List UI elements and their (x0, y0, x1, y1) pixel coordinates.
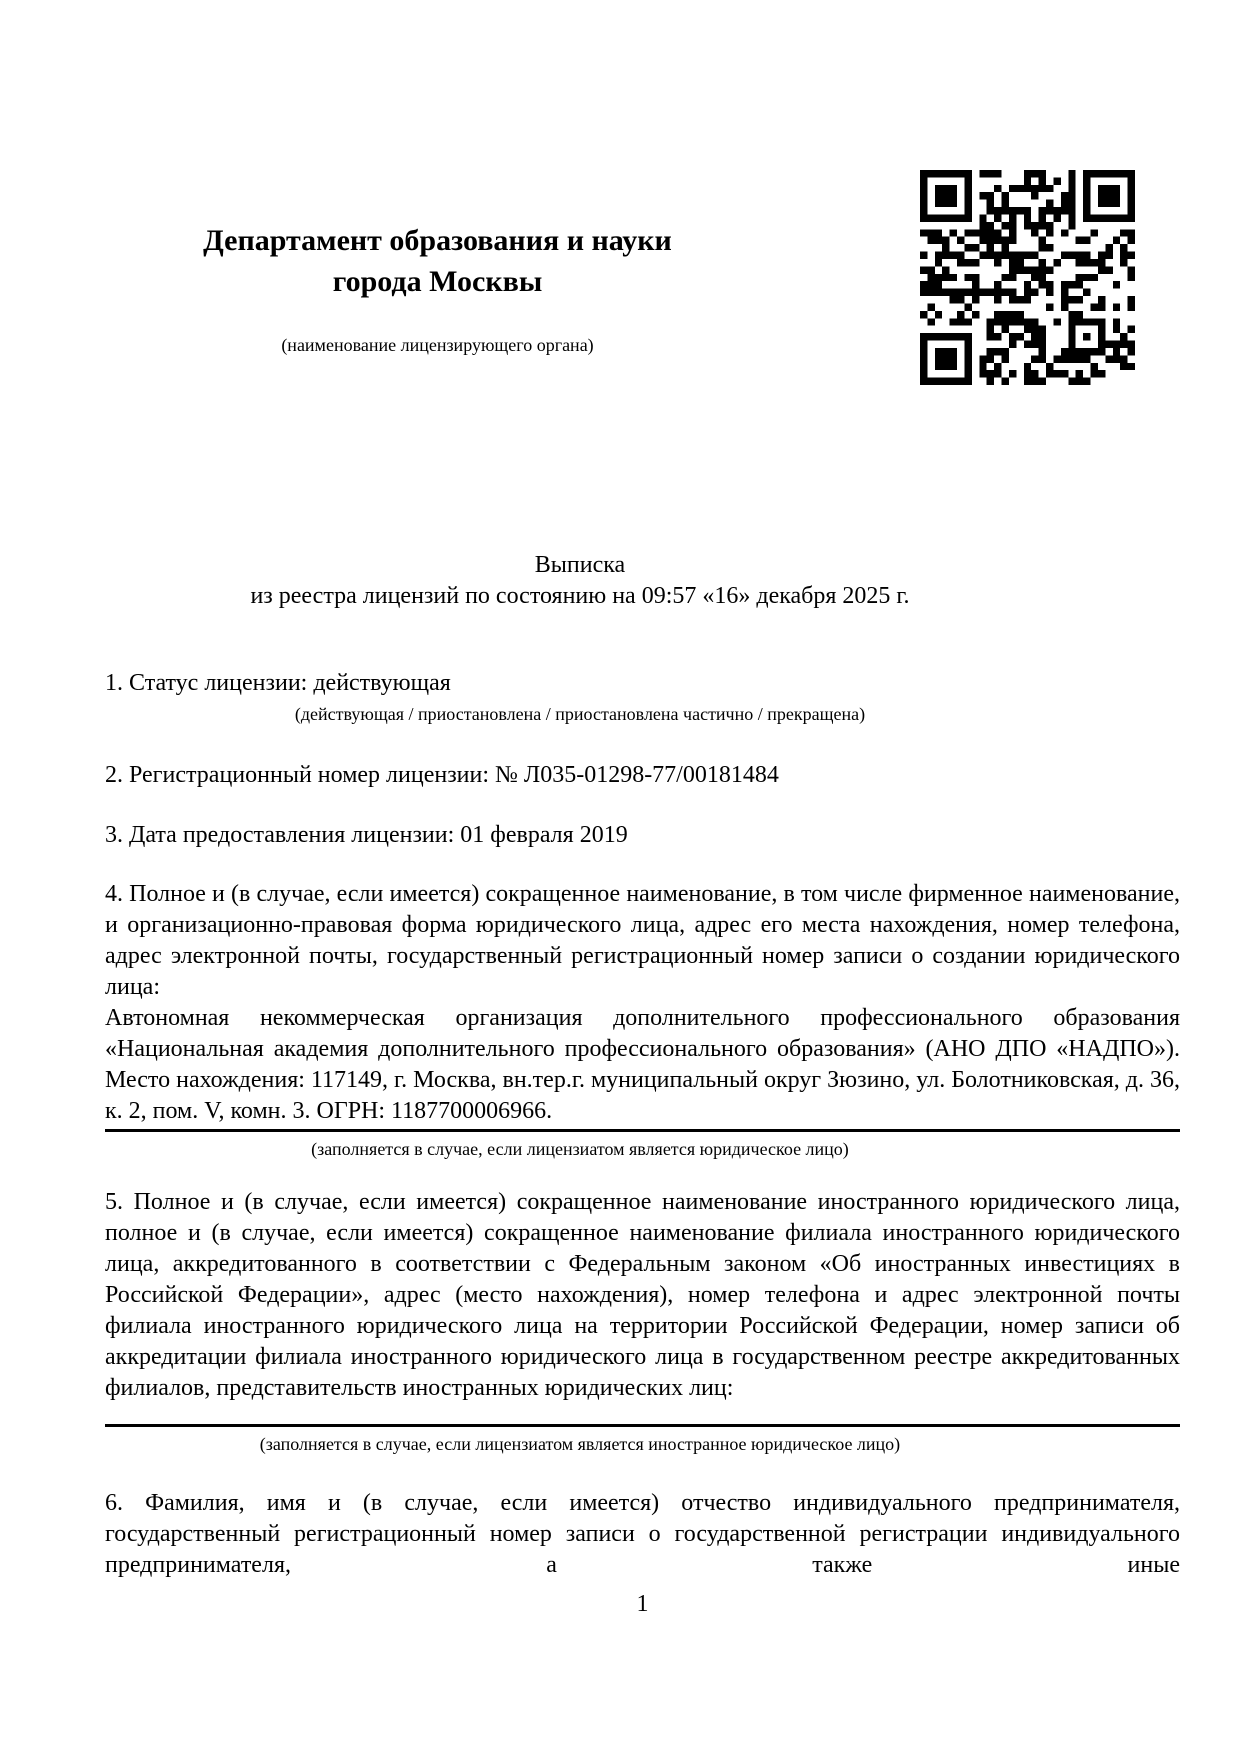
item4-licensee-details-paragraph: Автономная некоммерческая организация дополнительного профессионального образования «Национальная академия дополнительного профессионального образования» (АНО ДПО «НАДПО»). Место нахождения: 117149, г. Москва, вн.тер.г. муниципальный округ Зюзино, ул. Болотниковская, д. 36, к. 2, пом. V, комн. 3. ОГРН: 1187700006966. (105, 1005, 1180, 1124)
divider-line-foreign-entity (105, 1424, 1180, 1427)
item5-paragraph: 5. Полное и (в случае, если имеется) сокращенное наименование иностранного юридического лица, полное и (в случае, если имеется) сокращенное наименование филиала иностранного юридического лица, аккредитованного в соответствии с Федеральным законом «Об иностранных инвестициях в Российской Федерации», адрес (место нахождения), номер телефона и адрес электронной почты филиала иностранного юридического лица на территории Российской Федерации, номер записи об аккредитации филиала иностранного юридического лица в государственном реестре аккредитованных филиалов, представительств иностранных юридических лиц: (105, 1189, 1180, 1401)
item4-intro-paragraph: 4. Полное и (в случае, если имеется) сокращенное наименование, в том числе фирменное наименование, и организационно-правовая форма юридического лица, адрес его места нахождения, номер телефона, адрес электронной почты, государственный регистрационный номер записи о создании юридического лица: (105, 881, 1180, 1000)
license-status-note: (действующая / приостановлена / приостановлена частично / прекращена) (294, 704, 866, 724)
qr-code-icon (920, 170, 1135, 385)
page-number: 1 (636, 1591, 649, 1617)
licensing-authority-name (105, 220, 770, 302)
item5-fill-note: (заполняется в случае, если лицензиатом является иностранное юридическое лицо) (259, 1434, 901, 1454)
item4-fill-note: (заполняется в случае, если лицензиатом является юридическое лицо) (311, 1139, 849, 1159)
registration-number-line: 2. Регистрационный номер лицензии: № Л035-01298-77/00181484 (105, 762, 779, 788)
licensing-authority-caption: (наименование лицензирующего органа) (281, 335, 594, 355)
document-header (105, 170, 1180, 385)
licensing-authority-block (105, 170, 770, 356)
license-status-line: 1. Статус лицензии: действующая (105, 670, 451, 696)
document-title-word: Выписка (534, 552, 626, 578)
document-title-subtitle: из реестра лицензий по состоянию на 09:57 «16» декабря 2025 г. (250, 583, 910, 609)
licensing-authority-name-line2: города Москвы (332, 265, 543, 298)
item6-paragraph: 6. Фамилия, имя и (в случае, если имеется) отчество индивидуального предпринимателя, государственный регистрационный номер записи о государственной регистрации индивидуального предпринимателя, а также иные (105, 1490, 1180, 1578)
divider-line-legal-entity (105, 1129, 1180, 1132)
licensing-authority-name-line1: Департамент образования и науки (203, 224, 672, 257)
grant-date-line: 3. Дата предоставления лицензии: 01 февраля 2019 (105, 822, 628, 848)
document-title (105, 550, 1055, 612)
